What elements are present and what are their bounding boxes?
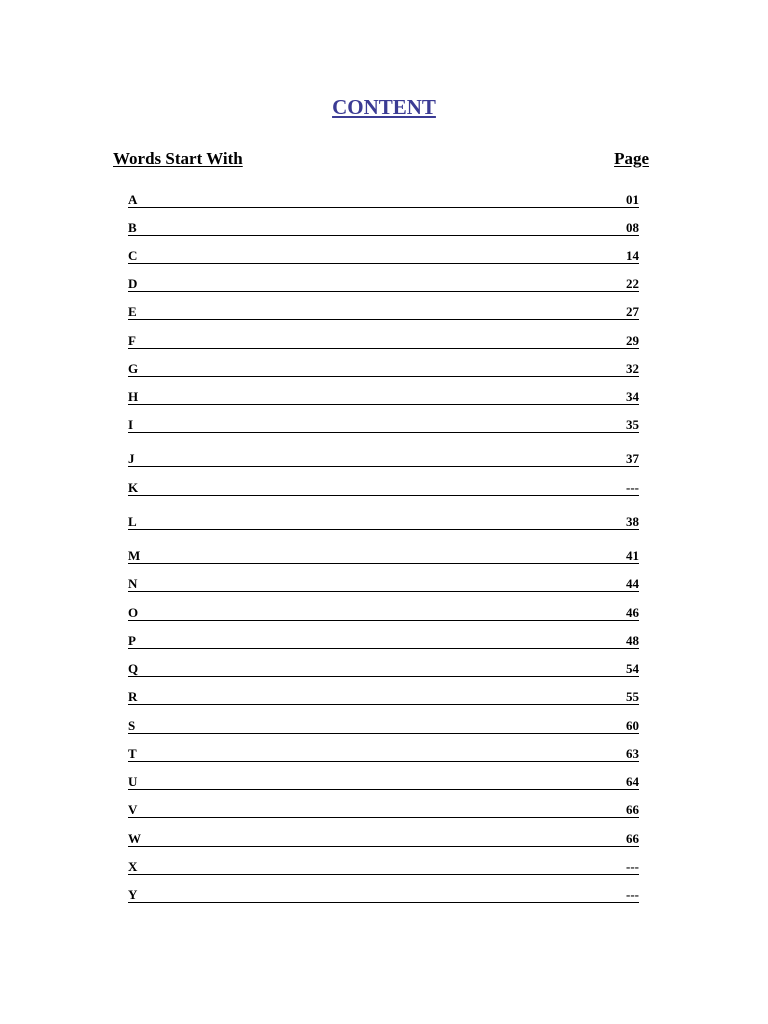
toc-page-number: 29 bbox=[626, 333, 639, 348]
toc-letter: Y bbox=[128, 887, 138, 902]
toc-page-number: 63 bbox=[626, 746, 639, 761]
toc-row bbox=[128, 546, 639, 564]
toc-row bbox=[128, 302, 639, 320]
toc-letter: H bbox=[128, 389, 139, 404]
toc-row bbox=[128, 449, 639, 467]
toc-page-number: 54 bbox=[626, 661, 639, 676]
toc-letter: Q bbox=[128, 661, 139, 676]
toc-page-number: 22 bbox=[626, 276, 639, 291]
toc-page-number: 34 bbox=[626, 389, 639, 404]
toc-letter: J bbox=[128, 451, 135, 466]
header-page: Page bbox=[614, 149, 649, 168]
toc-letter: A bbox=[128, 192, 138, 207]
toc-header bbox=[113, 148, 649, 170]
toc-row bbox=[128, 415, 639, 433]
toc-page-number: 66 bbox=[626, 831, 639, 846]
toc-row bbox=[128, 331, 639, 349]
toc-letter: W bbox=[128, 831, 141, 846]
toc-letter: T bbox=[128, 746, 137, 761]
toc-letter: L bbox=[128, 514, 137, 529]
toc-letter: I bbox=[128, 417, 134, 432]
toc-page-number: 44 bbox=[626, 576, 639, 591]
toc-letter: K bbox=[128, 480, 139, 495]
toc-page-number: 64 bbox=[626, 774, 639, 789]
toc-page-number: 35 bbox=[626, 417, 639, 432]
toc-page-number: 14 bbox=[626, 248, 639, 263]
toc-page-number: --- bbox=[626, 887, 639, 902]
toc-row bbox=[128, 190, 639, 208]
toc-page-number: 38 bbox=[626, 514, 639, 529]
toc-letter: G bbox=[128, 361, 139, 376]
toc-row bbox=[128, 885, 639, 903]
toc-row bbox=[128, 716, 639, 734]
toc-letter: D bbox=[128, 276, 138, 291]
toc-row bbox=[128, 772, 639, 790]
toc-row bbox=[128, 512, 639, 530]
toc-row bbox=[128, 274, 639, 292]
toc-page-number: --- bbox=[626, 859, 639, 874]
toc-row bbox=[128, 603, 639, 621]
toc-row bbox=[128, 659, 639, 677]
toc-row bbox=[128, 800, 639, 818]
header-words-start-with: Words Start With bbox=[113, 149, 243, 168]
toc-row bbox=[128, 387, 639, 405]
toc-letter: X bbox=[128, 859, 138, 874]
toc-row bbox=[128, 857, 639, 875]
toc-page-number: 41 bbox=[626, 548, 639, 563]
toc-page-number: 60 bbox=[626, 718, 639, 733]
toc-row bbox=[128, 687, 639, 705]
toc-page-number: 01 bbox=[626, 192, 639, 207]
toc-row bbox=[128, 574, 639, 592]
toc-page-number: 37 bbox=[626, 451, 639, 466]
toc-row bbox=[128, 246, 639, 264]
toc-page-number: 55 bbox=[626, 689, 639, 704]
toc-page-number: 08 bbox=[626, 220, 639, 235]
toc-page-number: 66 bbox=[626, 802, 639, 817]
toc-letter: U bbox=[128, 774, 138, 789]
page-title bbox=[0, 94, 768, 120]
toc-page-number: 46 bbox=[626, 605, 639, 620]
toc-page-number: 48 bbox=[626, 633, 639, 648]
toc-letter: E bbox=[128, 304, 137, 319]
toc-row bbox=[128, 218, 639, 236]
title-text: CONTENT bbox=[332, 95, 436, 119]
toc-letter: R bbox=[128, 689, 138, 704]
toc-page-number: 27 bbox=[626, 304, 639, 319]
toc-row bbox=[128, 744, 639, 762]
toc-letter: F bbox=[128, 333, 136, 348]
toc-row bbox=[128, 478, 639, 496]
toc-page-number: 32 bbox=[626, 361, 639, 376]
toc-letter: N bbox=[128, 576, 138, 591]
toc-letter: S bbox=[128, 718, 136, 733]
toc-letter: O bbox=[128, 605, 139, 620]
toc-letter: P bbox=[128, 633, 136, 648]
toc-row bbox=[128, 359, 639, 377]
toc-row bbox=[128, 829, 639, 847]
toc-letter: C bbox=[128, 248, 138, 263]
toc-row bbox=[128, 631, 639, 649]
toc-letter: M bbox=[128, 548, 141, 563]
toc-letter: B bbox=[128, 220, 137, 235]
toc-letter: V bbox=[128, 802, 138, 817]
toc-page-number: --- bbox=[626, 480, 639, 495]
